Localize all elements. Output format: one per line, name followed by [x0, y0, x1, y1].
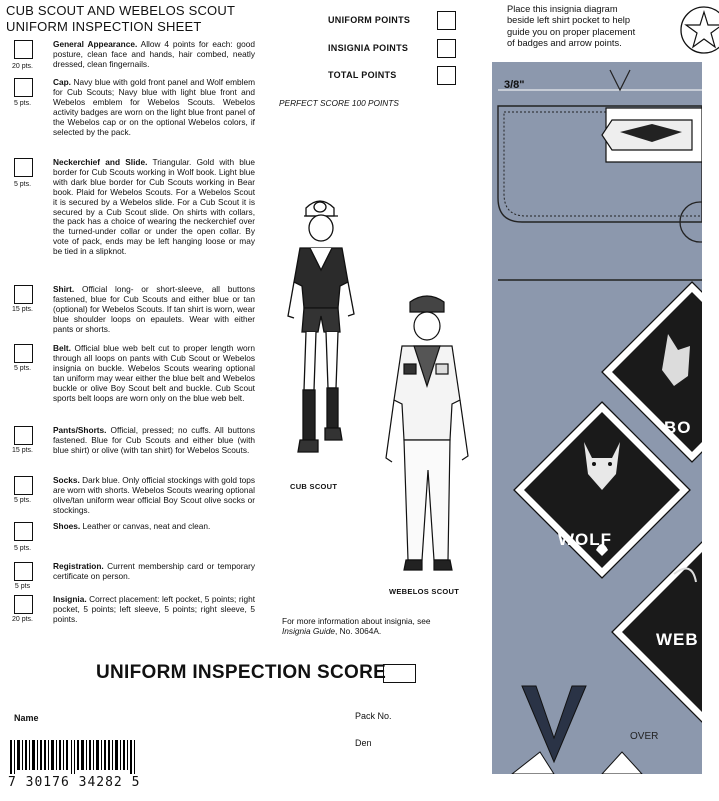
- item-shoes: [6, 522, 254, 554]
- item-registration: [6, 562, 254, 592]
- item-description: Cap. Navy blue with gold front panel and Wolf emblem for Cub Scouts; Navy blue with light blue front and Webelos emblem for Webelos Scouts. Webelos activity badges are worn on the light blue front panel of the Webelos cap or on the optional Webelos colors, if selected by the pack.: [53, 77, 255, 137]
- cub-scout-illustration: [270, 190, 370, 480]
- item-neckerchief: [6, 158, 254, 280]
- item-description: Insignia. Correct placement: left pocket, 5 points; right pocket, 5 points; left sleeve, 5 points; right sleeve, 5 points.: [53, 594, 255, 624]
- points-label: 20 pts.: [11, 63, 33, 70]
- webelos-scout-illustration: [372, 290, 482, 590]
- checkbox-pants-shorts[interactable]: [14, 426, 33, 445]
- pack-no-label: Pack No.: [355, 711, 392, 721]
- item-description: General Appearance. Allow 4 points for each: good posture, clean face and hands, hair combed, neatly dressed, clean fingernails.: [53, 39, 255, 69]
- cub-scout-label: CUB SCOUT: [290, 482, 338, 491]
- uniform-inspection-score-label: UNIFORM INSPECTION SCORE: [96, 662, 387, 683]
- item-general-appearance: [6, 40, 254, 74]
- points-label: 5 pts.: [13, 545, 32, 552]
- checkbox-shoes[interactable]: [14, 522, 33, 541]
- item-description: Registration. Current membership card or temporary certificate on person.: [53, 561, 255, 581]
- points-label: 5 pts.: [13, 100, 32, 107]
- item-belt: [6, 344, 254, 418]
- bear-badge-label: BO: [664, 418, 692, 437]
- perfect-score-note: PERFECT SCORE 100 POINTS: [279, 98, 399, 108]
- barcode-number: 7 30176 34282 5: [8, 775, 141, 790]
- total-points-box[interactable]: [437, 66, 456, 85]
- item-pants-shorts: [6, 426, 254, 471]
- wolf-badge-label: WOLF: [558, 530, 613, 549]
- insignia-points-label: INSIGNIA POINTS: [328, 43, 409, 53]
- insignia-diagram-panel: [492, 62, 702, 774]
- more-info-note: For more information about insignia, see Insignia Guide, No. 3064A.: [282, 616, 431, 636]
- checkbox-shirt[interactable]: [14, 285, 33, 304]
- den-label: Den: [355, 738, 372, 748]
- item-shirt: [6, 285, 254, 340]
- checkbox-socks[interactable]: [14, 476, 33, 495]
- webelos-badge-label: WEB: [656, 630, 699, 649]
- checkbox-general-appearance[interactable]: [14, 40, 33, 59]
- total-points-label: TOTAL POINTS: [328, 70, 397, 80]
- checkbox-registration[interactable]: [14, 562, 33, 581]
- star-emblem-icon: [674, 4, 719, 56]
- webelos-scout-label: WEBELOS SCOUT: [389, 587, 460, 596]
- points-label: 15 pts.: [11, 306, 33, 313]
- item-socks: [6, 476, 254, 518]
- checkbox-cap[interactable]: [14, 78, 33, 97]
- checkbox-insignia[interactable]: [14, 595, 33, 614]
- item-description: Neckerchief and Slide. Triangular. Gold with blue border for Cub Scouts working in Wolf book. Light blue with dark blue border for Cub Scouts working in Bear book. Plaid for Webelos Scouts. For a Webelos Scout it is secured by a Webelos slide. For a Cub Scout it is secured by a Cub Scout slide. On shirts with collars, the pack has a choice of wearing the neckerchief over the turned-under collar or under the open collar. By vote of pack, ends may be left hanging loose or may be tied in a slipknot.: [53, 157, 255, 257]
- points-label: 5 pts: [14, 583, 31, 590]
- item-description: Socks. Dark blue. Only official stockings with gold tops are worn with shorts. Webelos Scouts wearing optional olive/tan uniform wear official Boy Scout olive socks or stockings.: [53, 475, 255, 515]
- measure-label: 3/8": [504, 79, 525, 91]
- checkbox-belt[interactable]: [14, 344, 33, 363]
- uniform-points-label: UNIFORM POINTS: [328, 15, 411, 25]
- item-description: Shirt. Official long- or short-sleeve, all buttons fastened, blue for Cub Scouts and either blue or tan (optional) for Webelos Scouts. If tan shirt is worn, wear blue shoulder loops on epaulets. Wear with either pants or shorts.: [53, 284, 255, 334]
- sheet-title-line2: UNIFORM INSPECTION SHEET: [6, 19, 202, 34]
- points-label: 15 pts.: [11, 447, 33, 454]
- name-label: Name: [14, 713, 39, 723]
- uniform-points-box[interactable]: [437, 11, 456, 30]
- item-cap: [6, 78, 254, 158]
- item-insignia: [6, 595, 254, 627]
- score-box[interactable]: [383, 664, 416, 683]
- points-label: 5 pts.: [13, 497, 32, 504]
- insignia-points-box[interactable]: [437, 39, 456, 58]
- sheet-title-line1: CUB SCOUT AND WEBELOS SCOUT: [6, 3, 236, 18]
- diagram-instructions: Place this insignia diagram beside left shirt pocket to help guide you on proper placement of badges and arrow points.: [507, 4, 636, 49]
- points-label: 20 pts.: [11, 616, 33, 623]
- item-description: Pants/Shorts. Official, pressed; no cuffs. All buttons fastened. Blue for Cub Scouts and either blue (with blue shirt) or olive (with tan shirt) for Webelos Scouts.: [53, 425, 256, 455]
- points-label: 5 pts.: [13, 365, 32, 372]
- over-label: OVER: [630, 731, 659, 742]
- points-label: 5 pts.: [13, 181, 32, 188]
- checkbox-neckerchief[interactable]: [14, 158, 33, 177]
- barcode: [10, 740, 140, 774]
- item-description: Belt. Official blue web belt cut to proper length worn through all loops on pants with Cub Scout or Webelos insignia on buckle. Webelos Scouts wearing optional tan uniform may wear either the blue belt and Webelos buckle or olive Boy Scout belt and buckle. Cub Scout sports belt loops are worn only on the blue web belt.: [53, 343, 255, 403]
- item-description: Shoes. Leather or canvas, neat and clean.: [53, 521, 211, 531]
